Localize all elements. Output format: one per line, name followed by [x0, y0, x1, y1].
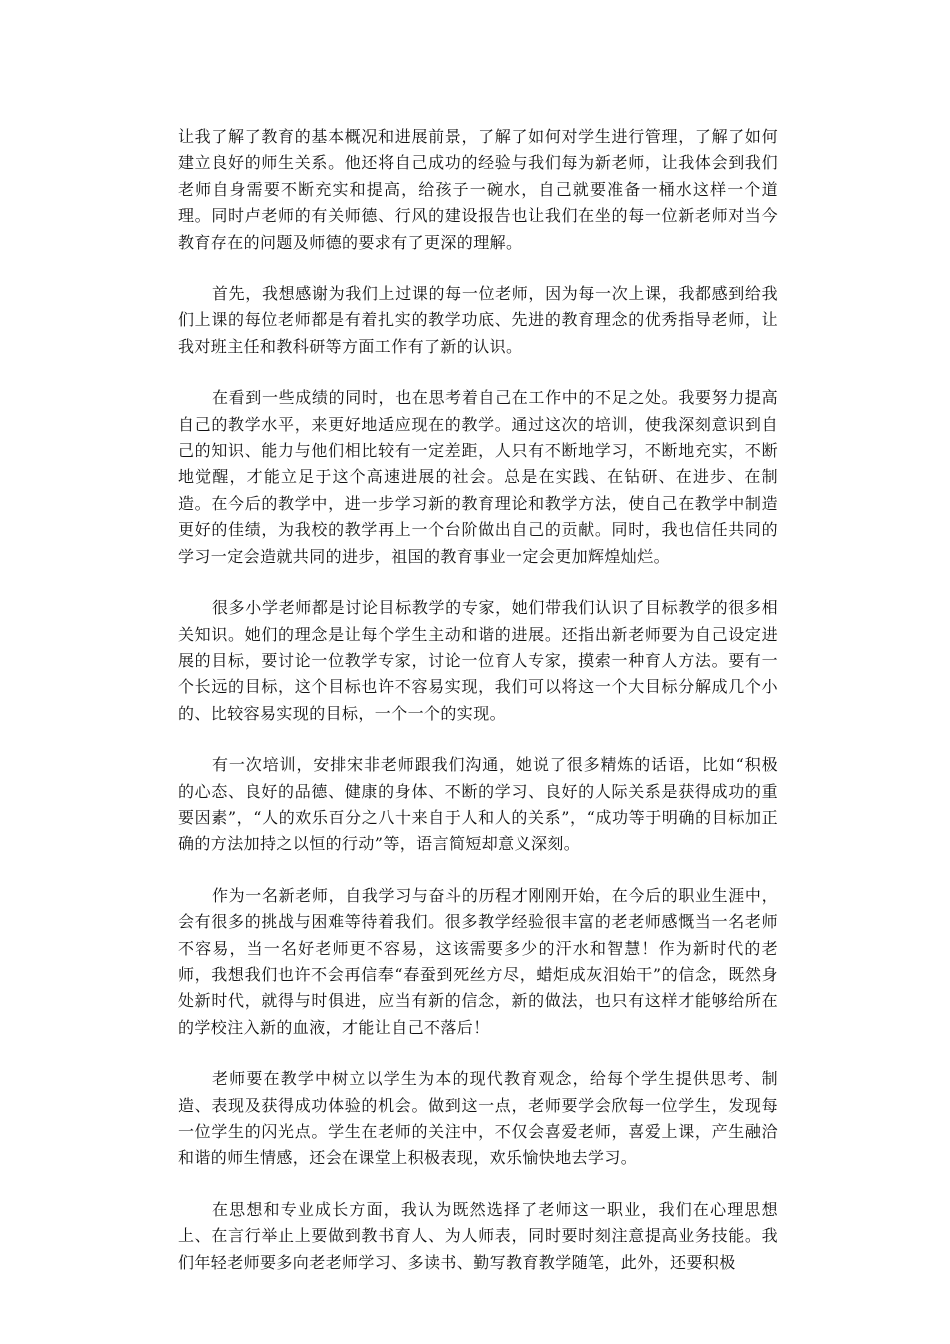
document-body	[178, 124, 778, 1301]
paragraph-student-centered: 老师要在教学中树立以学生为本的现代教育观念，给每个学生提供思考、制造、表现及获得成功体验的机会。做到这一点，老师要学会欣每一位学生，发现每一位学生的闪光点。学生在老师的关注中，不仅会喜爱老师，喜爱上课，产生融洽和谐的师生情感，还会在课堂上积极表现，欢乐愉快地去学习。	[178, 1069, 778, 1168]
paragraph-new-teacher: 作为一名新老师，自我学习与奋斗的历程才刚刚开始，在今后的职业生涯中，会有很多的挑战与困难等待着我们。很多教学经验很丰富的老老师感慨当一名老师不容易，当一名好老师更不容易，这该需要多少的汗水和智慧！作为新时代的老师，我想我们也许不会再信奉“春蚕到死丝方尽，蜡炬成灰泪始干”的信念，既然身处新时代，就得与时俱进，应当有新的信念，新的做法，也只有这样才能够给所在的学校注入新的血液，才能让自己不落后！	[178, 885, 778, 1037]
paragraph-training-talk: 有一次培训，安排宋非老师跟我们沟通，她说了很多精炼的话语，比如“积极的心态、良好的品德、健康的身体、不断的学习、良好的人际关系是获得成功的重要因素”，“人的欢乐百分之八十来自于人和人的关系”，“成功等于明确的目标加正确的方法加持之以恒的行动”等，语言简短却意义深刻。	[178, 755, 778, 854]
paragraph-thanks: 首先，我想感谢为我们上过课的每一位老师，因为每一次上课，我都感到给我们上课的每位老师都是有着扎实的教学功底、先进的教育理念的优秀指导老师，让我对班主任和教科研等方面工作有了新的认识。	[178, 284, 778, 356]
paragraph-continuation: 让我了解了教育的基本概况和进展前景，了解了如何对学生进行管理，了解了如何建立良好的师生关系。他还将自己成功的经验与我们每为新老师，让我体会到我们老师自身需要不断充实和提高，给孩子一碗水，自己就要准备一桶水这样一个道理。同时卢老师的有关师德、行风的建设报告也让我们在坐的每一位新老师对当今教育存在的问题及师德的要求有了更深的理解。	[178, 127, 778, 252]
paragraph-goal-teaching: 很多小学老师都是讨论目标教学的专家，她们带我们认识了目标教学的很多相关知识。她们的理念是让每个学生主动和谐的进展。还指出新老师要为自己设定进展的目标，要讨论一位教学专家，讨论一位育人专家，摸索一种育人方法。要有一个长远的目标，这个目标也许不容易实现，我们可以将这一个大目标分解成几个小的、比较容易实现的目标，一个一个的实现。	[178, 598, 778, 723]
paragraph-professional-growth: 在思想和专业成长方面，我认为既然选择了老师这一职业，我们在心理思想上、在言行举止上要做到教书育人、为人师表，同时要时刻注意提高业务技能。我们年轻老师要多向老老师学习、多读书、勤写教育教学随笔，此外，还要积极	[178, 1199, 778, 1272]
paragraph-reflection: 在看到一些成绩的同时，也在思考着自己在工作中的不足之处。我要努力提高自己的教学水平，来更好地适应现在的教学。通过这次的培训，使我深刻意识到自己的知识、能力与他们相比较有一定差距，人只有不断地学习，不断地充实，不断地觉醒，才能立足于这个高速进展的社会。总是在实践、在钻研、在进步、在制造。在今后的教学中，进一步学习新的教育理论和教学方法，使自己在教学中制造更好的佳绩，为我校的教学再上一个台阶做出自己的贡献。同时，我也信任共同的学习一定会造就共同的进步，祖国的教育事业一定会更加辉煌灿烂。	[178, 388, 778, 566]
